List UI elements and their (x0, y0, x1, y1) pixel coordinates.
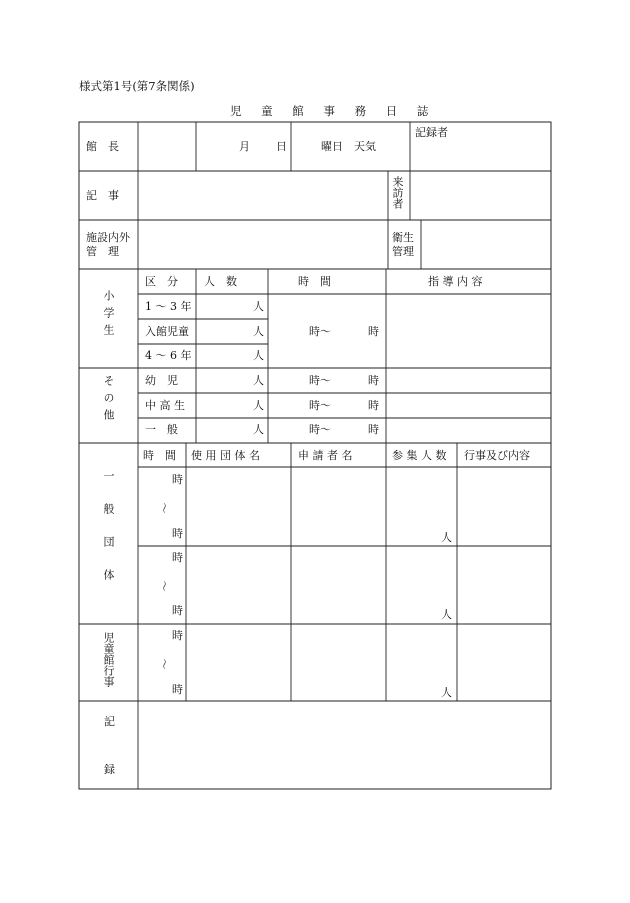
time-hour: 時 (172, 629, 183, 642)
facility-label-2: 管 理 (86, 245, 119, 258)
record-note-label: 記 事 (86, 189, 119, 202)
time-hour: 時 (172, 604, 183, 617)
groups-header-applicant: 申 請 者 名 (298, 449, 353, 462)
unit-person: 人 (441, 686, 452, 699)
elementary-label: 小学生 (102, 290, 115, 341)
record-label-bottom: 録 (104, 763, 115, 776)
groups-header-attendees: 参 集 人 数 (392, 449, 447, 462)
director-label: 館 長 (86, 140, 119, 153)
time-from: 時～ (309, 325, 331, 338)
time-wave: ～ (157, 658, 171, 670)
unit-person: 人 (441, 608, 452, 621)
time-to: 時 (368, 325, 379, 338)
day-label: 日 (276, 140, 287, 153)
recorder-label: 記録者 (415, 126, 448, 139)
time-hour: 時 (172, 551, 183, 564)
time-wave: ～ (157, 580, 171, 592)
form-number: 様式第1号(第7条関係) (79, 79, 195, 93)
unit-person: 人 (253, 423, 264, 436)
time-to: 時 (368, 423, 379, 436)
other-label: その他 (102, 375, 115, 426)
time-to: 時 (368, 399, 379, 412)
page-title: 児 童 館 事 務 日 誌 (230, 104, 437, 118)
row-grade-4-6: 4 ～ 6 年 (145, 349, 192, 362)
header-count: 人 数 (204, 275, 237, 288)
month-label: 月 (239, 140, 250, 153)
time-wave: ～ (157, 502, 171, 514)
unit-person: 人 (253, 374, 264, 387)
unit-person: 人 (253, 300, 264, 313)
facility-label-1: 施設内外 (86, 231, 130, 244)
groups-header-group-name: 使 用 団 体 名 (191, 449, 260, 462)
time-hour: 時 (172, 527, 183, 540)
general-groups-label: 一般団体 (102, 470, 115, 602)
weekday-weather-label: 曜日 天気 (321, 140, 376, 153)
time-from: 時～ (309, 399, 331, 412)
visitor-label: 来訪者 (391, 176, 404, 209)
header-category: 区 分 (145, 275, 178, 288)
header-time: 時 間 (298, 275, 331, 288)
hygiene-label-1: 衛生 (392, 231, 414, 244)
event-label: 児童館行事 (102, 632, 115, 687)
time-hour: 時 (172, 683, 183, 696)
hygiene-label-2: 管理 (392, 245, 414, 258)
time-to: 時 (368, 374, 379, 387)
unit-person: 人 (253, 349, 264, 362)
row-junior-high: 中 高 生 (145, 399, 185, 412)
time-from: 時～ (309, 374, 331, 387)
groups-header-event: 行事及び内容 (464, 449, 530, 462)
record-label-top: 記 (104, 715, 115, 728)
header-guidance: 指 導 内 容 (428, 275, 483, 288)
unit-person: 人 (253, 399, 264, 412)
unit-person: 人 (441, 531, 452, 544)
row-general: 一 般 (145, 423, 178, 436)
unit-person: 人 (253, 325, 264, 338)
row-grade-1-3: 1 ～ 3 年 (145, 300, 192, 313)
groups-header-time: 時 間 (143, 449, 176, 462)
time-hour: 時 (172, 473, 183, 486)
time-from: 時～ (309, 423, 331, 436)
row-infant: 幼 児 (145, 374, 178, 387)
row-entering: 入館児童 (145, 325, 189, 338)
